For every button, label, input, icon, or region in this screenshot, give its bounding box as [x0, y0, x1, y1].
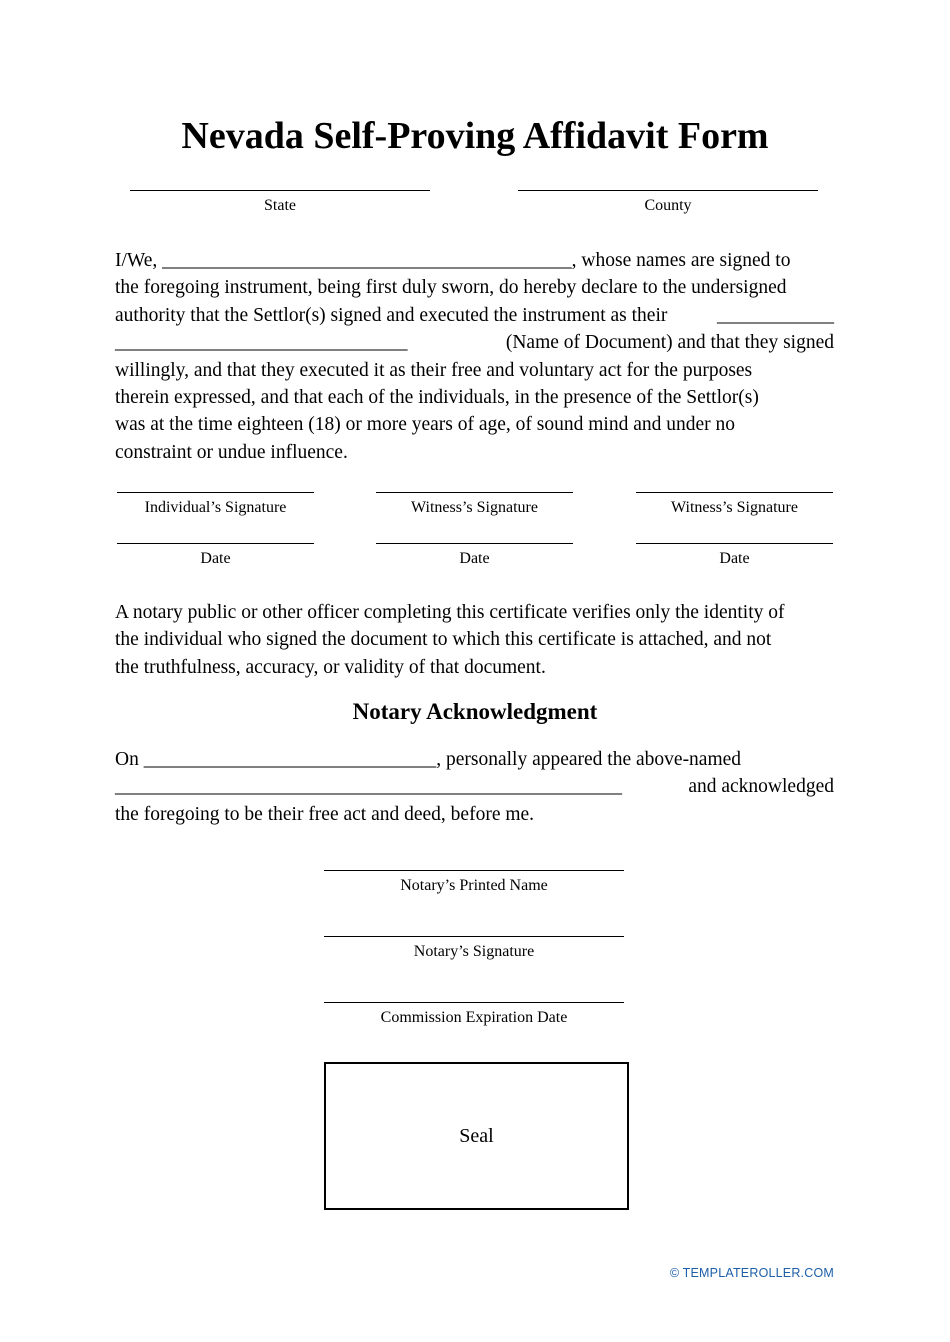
ack-date-blank[interactable]: ______________________________ [143, 749, 437, 770]
declaration-line-1 [115, 247, 834, 274]
footer-copyright[interactable]: © TEMPLATEROLLER.COM [669, 1266, 834, 1280]
declaration-line8-text: constraint or undue influence. [115, 441, 348, 463]
date2-label: Date [459, 550, 490, 567]
ack-line-3 [115, 801, 834, 828]
notary-ack-heading: Notary Acknowledgment [352, 699, 598, 724]
ack-line2-end: and acknowledged [683, 776, 834, 798]
state-label: State [264, 197, 296, 214]
date1-field[interactable] [117, 543, 314, 570]
state-field[interactable] [130, 190, 430, 217]
notary-printed-name-label: Notary’s Printed Name [400, 877, 548, 894]
date3-line [636, 543, 833, 544]
county-line [518, 190, 818, 191]
declaration-line-8 [115, 439, 834, 466]
individual-signature-field[interactable] [117, 492, 314, 519]
date3-label: Date [719, 550, 750, 567]
declaration-line-5 [115, 357, 834, 384]
notary-printed-name-field[interactable] [324, 870, 624, 897]
seal-box[interactable] [324, 1062, 629, 1210]
date1-label: Date [200, 550, 231, 567]
notary-printed-name-line [324, 870, 624, 871]
declaration-line6-text: therein expressed, and that each of the individuals, in the presence of the Settlor(s) [115, 387, 759, 409]
witness2-signature-field[interactable] [636, 492, 833, 519]
declaration-line5-text: willingly, and that they executed it as their free and voluntary act for the purposes [115, 359, 753, 381]
notary-notice-paragraph [115, 599, 834, 681]
ack-line-1 [115, 746, 834, 773]
declaration-line4-end: (Name of Document) and that they signed [500, 332, 834, 354]
date2-line [376, 543, 573, 544]
notice-line2-text: the individual who signed the document to which this certificate is attached, and not [115, 629, 772, 651]
declaration-paragraph [115, 247, 834, 466]
notary-signature-line [324, 936, 624, 937]
declaration-line-6 [115, 384, 834, 411]
notice-line1-text: A notary public or other officer completing this certificate verifies only the identity of [115, 602, 785, 623]
ack-on: On [115, 749, 144, 770]
declaration-line2-text: the foregoing instrument, being first duly sworn, do hereby declare to the undersigned [115, 277, 787, 299]
witness2-signature-label: Witness’s Signature [671, 499, 798, 516]
declaration-line-2 [115, 274, 834, 301]
state-line [130, 190, 430, 191]
declarant-names-blank[interactable]: __________________________________________ [162, 250, 572, 271]
declaration-line-7 [115, 411, 834, 438]
instrument-blank-2[interactable]: ______________________________ [115, 332, 408, 354]
instrument-blank-1[interactable]: ____________ [717, 304, 834, 326]
county-field[interactable] [518, 190, 818, 217]
declaration-line1-end: , whose names are signed to [571, 250, 791, 271]
individual-signature-line [117, 492, 314, 493]
individual-signature-label: Individual’s Signature [144, 499, 287, 516]
ack-line1-end: , personally appeared the above-named [436, 749, 742, 770]
notary-signature-field[interactable] [324, 936, 624, 963]
declaration-line-3 [115, 302, 834, 329]
seal-label: Seal [459, 1124, 494, 1147]
declaration-line-4 [115, 329, 834, 356]
declaration-line7-text: was at the time eighteen (18) or more years of age, of sound mind and under no [115, 414, 736, 436]
witness1-signature-line [376, 492, 573, 493]
witness1-signature-field[interactable] [376, 492, 573, 519]
declaration-line3-text: authority that the Settlor(s) signed and executed the instrument as their [115, 304, 673, 326]
commission-expiration-line [324, 1002, 624, 1003]
notice-line-1 [115, 599, 834, 626]
notary-signature-label: Notary’s Signature [413, 943, 535, 960]
commission-expiration-field[interactable] [324, 1002, 624, 1029]
document-title: Nevada Self-Proving Affidavit Form [181, 115, 769, 157]
notary-ack-paragraph [115, 746, 834, 828]
date1-line [117, 543, 314, 544]
notice-line-3 [115, 654, 834, 681]
ack-name-blank[interactable]: ____________________________________________________ [115, 776, 622, 798]
ack-line3-text: the foregoing to be their free act and deed, before me. [115, 803, 535, 825]
declaration-iwe: I/We, [115, 250, 163, 271]
witness2-signature-line [636, 492, 833, 493]
notice-line3-text: the truthfulness, accuracy, or validity of that document. [115, 656, 546, 678]
commission-expiration-label: Commission Expiration Date [380, 1009, 568, 1026]
date2-field[interactable] [376, 543, 573, 570]
county-label: County [644, 197, 692, 214]
notice-line-2 [115, 626, 834, 653]
date3-field[interactable] [636, 543, 833, 570]
witness1-signature-label: Witness’s Signature [411, 499, 538, 516]
ack-line-2 [115, 773, 834, 800]
